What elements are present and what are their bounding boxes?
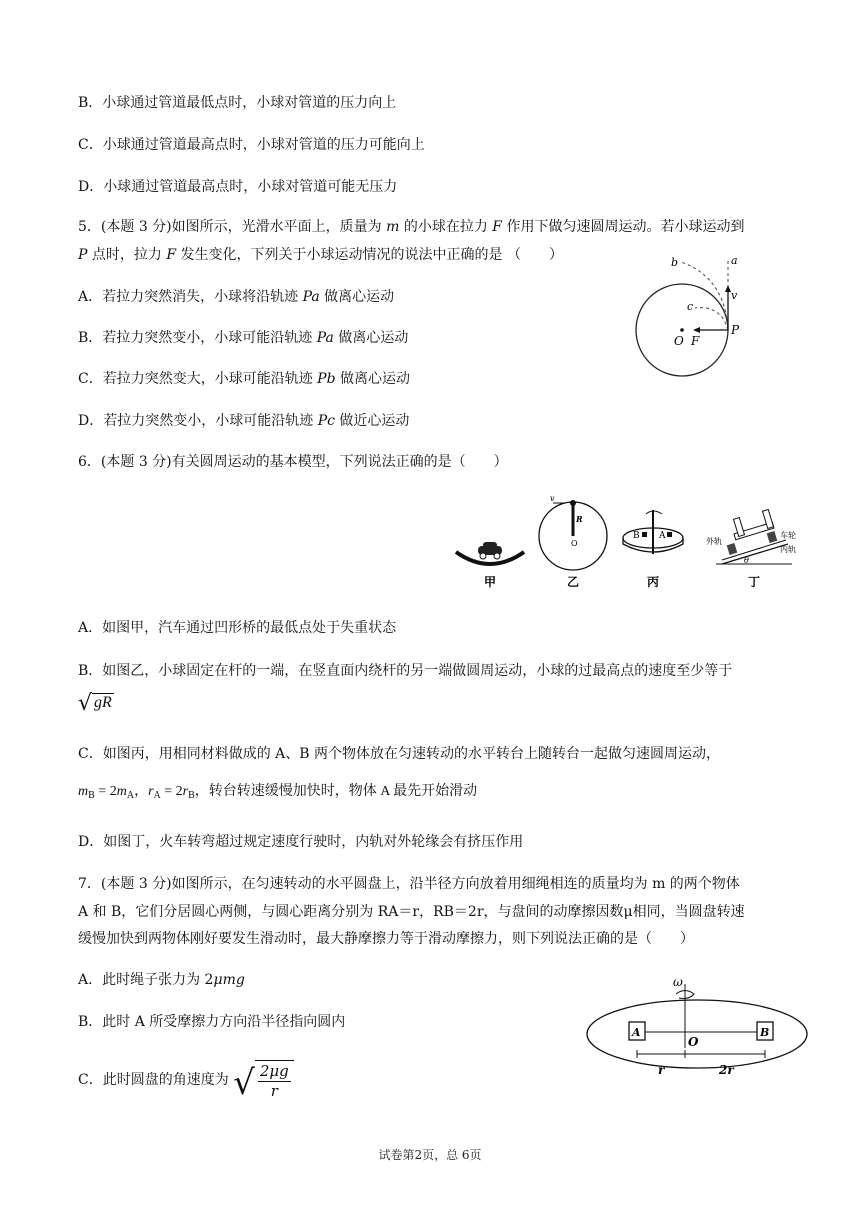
q6-fig-bing — [623, 510, 683, 589]
q6-caption-bing: 丙 — [647, 575, 660, 589]
q6-option-c: C．如图丙，用相同材料做成的 A、B 两个物体放在匀速转动的水平转台上随转台一起做匀速圆周运动， — [78, 746, 721, 762]
q5-force-arrowhead — [693, 327, 700, 333]
q5-stem-line1: 5．(本题 3 分)如图所示，光滑水平面上，质量为 m 的小球在拉力 F 作用下做匀速圆周运动。若小球运动到 — [78, 219, 745, 235]
q5-center-dot — [680, 328, 684, 332]
q6-label-r: R — [576, 514, 583, 524]
q6-label-b: B — [633, 531, 640, 541]
q7-label-omega: ω — [673, 978, 683, 989]
q7-label-2r: 2r — [719, 1063, 734, 1077]
q5-label-p: P — [731, 323, 740, 337]
q5-label-f: F — [691, 334, 700, 348]
q6-figures — [452, 494, 802, 594]
q6-fig-ding — [706, 510, 796, 589]
q6-option-b: B．如图乙，小球固定在杆的一端，在竖直面内绕杆的另一端做圆周运动，小球的过最高点的速度至少等于 — [78, 663, 733, 679]
q7-label-r: r — [658, 1063, 665, 1077]
q7-stem-line2: A 和 B，它们分居圆心两侧，与圆心距离分别为 RA＝r，RB＝2r，与盘间的动摩擦因数μ相同，当圆盘转速 — [78, 904, 745, 920]
q7-disk — [587, 1000, 807, 1068]
q7-option-b: B．此时 A 所受摩擦力方向沿半径指向圆内 — [78, 1014, 346, 1030]
q6-caption-yi: 乙 — [567, 575, 580, 589]
q5-figure — [625, 252, 745, 377]
q6-label-wheel: 车轮 — [780, 531, 796, 540]
q7-option-c: C．此时圆盘的角速度为 √ $\frac{2\mu g}{r}$ — [78, 1060, 294, 1103]
q7-label-b: B — [760, 1026, 770, 1039]
q6-label-theta: θ — [744, 556, 749, 565]
page-footer: 试卷第2页，总 6页 — [378, 1148, 482, 1162]
q5-option-c: C．若拉力突然变大，小球可能沿轨迹 Pb 做离心运动 — [78, 371, 411, 387]
q5-label-v: v — [731, 289, 738, 302]
q6-fig-jia — [456, 542, 524, 589]
q5-option-b: B．若拉力突然变小，小球可能沿轨迹 Pa 做离心运动 — [78, 330, 409, 346]
q5-label-b: b — [671, 256, 679, 269]
q6-label-outer: 外轨 — [706, 537, 722, 546]
q7-label-a: A — [632, 1026, 641, 1039]
q5-path-c — [695, 308, 728, 330]
q6-label-a: A — [659, 531, 666, 541]
q4-option-c: C．小球通过管道最高点时，小球对管道的压力可能向上 — [78, 137, 425, 153]
q6-stem: 6．(本题 3 分)有关圆周运动的基本模型，下列说法正确的是（ ） — [78, 454, 508, 470]
q6-option-a: A．如图甲，汽车通过凹形桥的最低点处于失重状态 — [78, 620, 397, 636]
q5-label-a: a — [731, 254, 738, 267]
q5-stem-line2: P 点时，拉力 F 发生变化，下列关于小球运动情况的说法中正确的是 （ ） — [78, 247, 563, 263]
q4-option-b: B．小球通过管道最低点时，小球对管道的压力向上 — [78, 95, 397, 111]
q6-fig-yi — [539, 494, 607, 589]
q5-label-c: c — [687, 300, 694, 313]
q6-caption-ding: 丁 — [748, 575, 761, 589]
q5-path-b — [681, 262, 728, 330]
q7-stem-line3: 缓慢加快到两物体刚好要发生滑动时，最大静摩擦力等于滑动摩擦力，则下列说法正确的是（ ） — [78, 931, 694, 947]
q6-option-c-formula: $m_B = 2m_A$，$r_A = 2r_B$，转台转速缓慢加快时，物体 A 最先开始滑动 — [78, 784, 478, 801]
q5-label-o: O — [674, 334, 684, 348]
q7-label-o: O — [688, 1035, 699, 1049]
q6-label-v: v — [550, 494, 555, 503]
q5-option-a: A．若拉力突然消失，小球将沿轨迹 Pa 做离心运动 — [78, 289, 395, 305]
q5-option-d: D．若拉力突然变小，小球可能沿轨迹 Pc 做近心运动 — [78, 413, 410, 429]
q6-label-inner: 内轨 — [780, 545, 796, 554]
q6-label-o: O — [571, 539, 578, 548]
q6-option-d: D．如图丁，火车转弯超过规定速度行驶时，内轨对外轮缘会有挤压作用 — [78, 834, 524, 850]
q4-option-d: D．小球通过管道最高点时，小球对管道可能无压力 — [78, 179, 398, 195]
q6-caption-jia: 甲 — [484, 575, 497, 589]
q6-option-b-formula: √ gR — [78, 691, 112, 716]
q7-figure — [585, 978, 810, 1082]
q7-stem-line1: 7．(本题 3 分)如图所示，在匀速转动的水平圆盘上，沿半径方向放着用细绳相连的质量均为 m 的两个物体 — [78, 876, 740, 892]
q7-option-a: A．此时绳子张力为 2μmg — [78, 972, 245, 988]
